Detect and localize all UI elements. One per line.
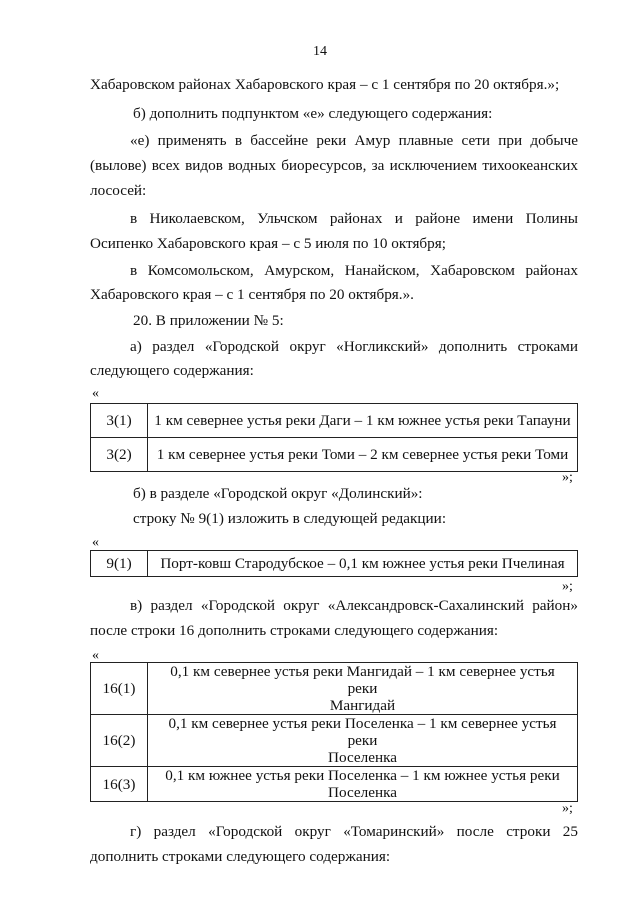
paragraph-v-line-2: после строки 16 дополнить строками следующего содержания: <box>90 622 499 639</box>
paragraph-e-line-1: «е) применять в бассейне реки Амур плавные сети при добыче <box>130 132 578 149</box>
row-number: 16(2) <box>91 715 148 767</box>
row-description: Порт-ковш Стародубское – 0,1 км южнее устья реки Пчелиная <box>148 551 578 577</box>
row-number: 3(2) <box>91 438 148 472</box>
table-row <box>91 438 578 472</box>
paragraph-e-line-3: лососей: <box>90 182 147 199</box>
paragraph-nikolaevsk-line-2: Осипенко Хабаровского края – с 5 июля по 10 октября; <box>90 235 446 252</box>
table-row <box>91 715 578 767</box>
close-quote-2: »; <box>562 579 573 594</box>
table-dolinsk <box>90 550 578 577</box>
paragraph-e-line-2: (вылове) всех видов водных биоресурсов, за исключением тихоокеанских <box>90 157 578 174</box>
row-description-line-2: Поселенка <box>328 749 397 766</box>
row-description: 1 км севернее устья реки Томи – 2 км севернее устья реки Томи <box>148 438 578 472</box>
row-description-line-1: 0,1 км севернее устья реки Мангидай – 1 км севернее устья реки <box>170 663 555 697</box>
row-description-line-1: 0,1 км южнее устья реки Поселенка – 1 км южнее устья реки <box>165 767 560 784</box>
paragraph-a-line-1: а) раздел «Городской округ «Ногликский» дополнить строками <box>130 338 578 355</box>
table-aleksandrovsk <box>90 662 578 802</box>
table-row <box>91 767 578 802</box>
paragraph-v-line-1: в) раздел «Городской округ «Александровск-Сахалинский район» <box>130 597 578 614</box>
paragraph-g-line-2: дополнить строками следующего содержания: <box>90 848 391 865</box>
paragraph-b-dolinsk: б) в разделе «Городской округ «Долинский»: <box>133 485 423 502</box>
open-quote-2: « <box>92 535 99 550</box>
row-description: 1 км севернее устья реки Даги – 1 км южнее устья реки Тапауни <box>148 404 578 438</box>
paragraph-item-20: 20. В приложении № 5: <box>133 312 284 329</box>
close-quote-1: »; <box>562 470 573 485</box>
row-description-line-2: Мангидай <box>329 697 396 714</box>
row-description <box>148 715 578 767</box>
table-nogliki <box>90 403 578 472</box>
table-row <box>91 551 578 577</box>
row-number: 3(1) <box>91 404 148 438</box>
row-number: 9(1) <box>91 551 148 577</box>
row-description <box>148 663 578 715</box>
paragraph-replace-row: строку № 9(1) изложить в следующей редакции: <box>133 510 447 527</box>
paragraph-komsomolsk-line-1: в Комсомольском, Амурском, Нанайском, Хабаровском районах <box>130 262 578 279</box>
row-number: 16(1) <box>91 663 148 715</box>
open-quote-3: « <box>92 648 99 663</box>
table-row <box>91 663 578 715</box>
close-quote-3: »; <box>562 801 573 816</box>
open-quote-1: « <box>92 386 99 401</box>
paragraph-khabarovsk-tail: Хабаровском районах Хабаровского края – с 1 сентября по 20 октября.»; <box>90 76 560 93</box>
row-description-line-1: 0,1 км севернее устья реки Поселенка – 1 км севернее устья реки <box>168 715 557 749</box>
paragraph-komsomolsk-line-2: Хабаровского края – с 1 сентября по 20 октября.». <box>90 286 414 303</box>
row-number: 16(3) <box>91 767 148 802</box>
paragraph-nikolaevsk-line-1: в Николаевском, Ульчском районах и районе имени Полины <box>130 210 578 227</box>
paragraph-add-subitem-e: б) дополнить подпунктом «е» следующего содержания: <box>133 105 493 122</box>
page-number: 14 <box>313 44 327 59</box>
paragraph-a-line-2: следующего содержания: <box>90 362 254 379</box>
row-description-line-2: Поселенка <box>328 784 397 801</box>
row-description <box>148 767 578 802</box>
paragraph-g-line-1: г) раздел «Городской округ «Томаринский» после строки 25 <box>130 823 578 840</box>
table-row <box>91 404 578 438</box>
